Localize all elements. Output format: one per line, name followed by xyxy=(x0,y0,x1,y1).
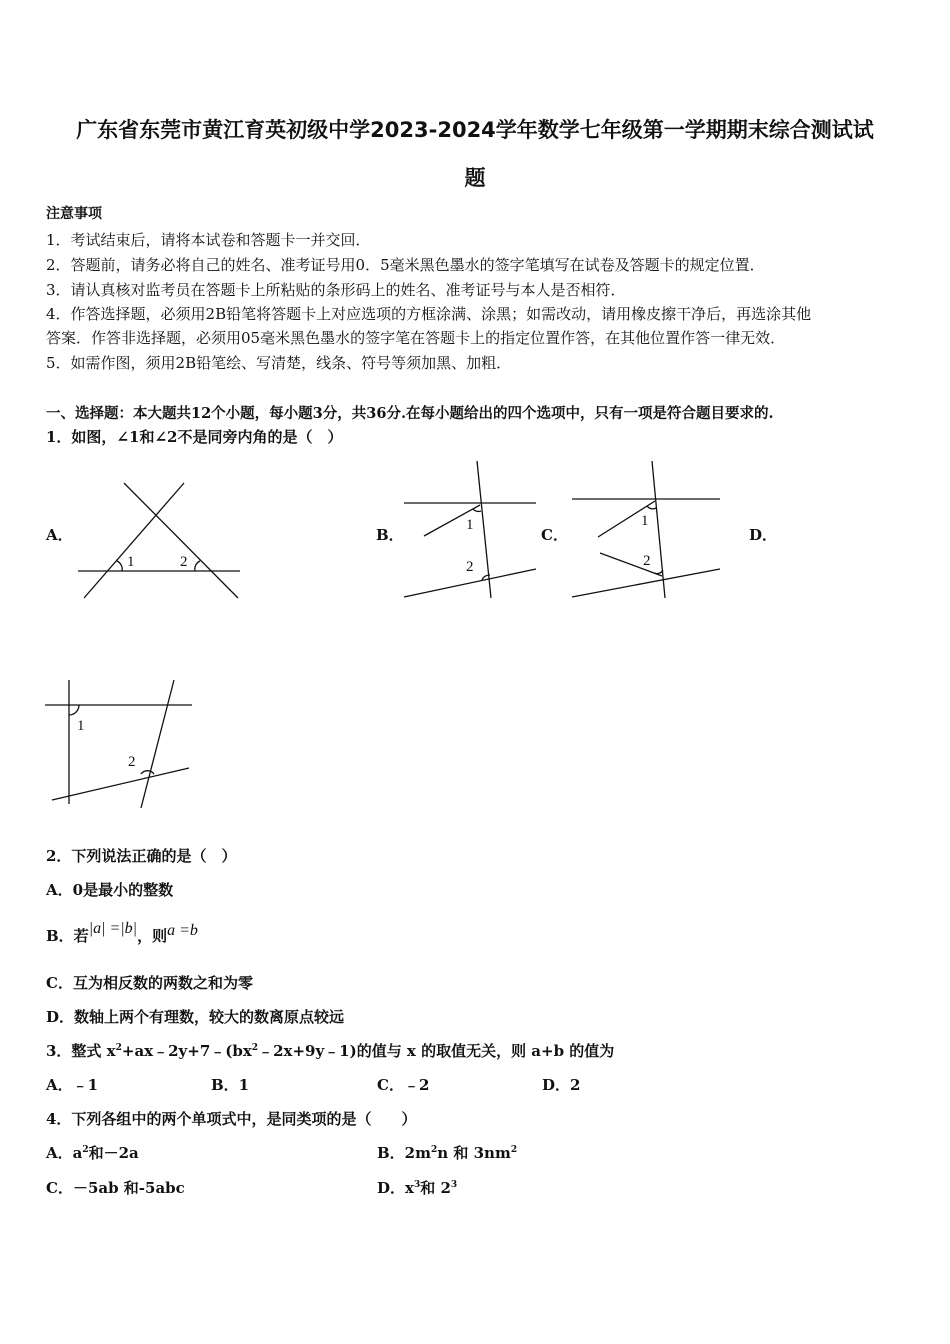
fig-b-angle-1-arc xyxy=(473,509,481,512)
q3-exponent-1: 2 xyxy=(115,1043,122,1053)
q2-option-b-prefix: B．若 xyxy=(46,927,89,945)
notice-heading: 注意事项 xyxy=(46,206,102,222)
notice-item-2: 2．答题前，请务必将自己的姓名、准考证号用0．5毫米黑色墨水的签字笔填写在试卷及答题卡的规定位置． xyxy=(46,256,765,274)
q3-stem-part-1: 3．整式 x xyxy=(46,1042,116,1060)
q3-option-b: B．1 xyxy=(211,1076,250,1094)
q2-option-b-abs: |a| =|b| xyxy=(88,920,138,937)
fig-a-angle-2-label: 2 xyxy=(180,554,188,570)
q2-option-b xyxy=(46,917,198,945)
q3-option-c: C．﹣2 xyxy=(377,1076,430,1094)
q1-option-a-label: A． xyxy=(46,526,73,544)
q2-option-b-mid: ，则 xyxy=(137,927,168,945)
fig-d-angle-2-label: 2 xyxy=(128,754,136,770)
q4-option-a-rest: 和－2a xyxy=(88,1144,139,1162)
q3-option-d: D．2 xyxy=(542,1076,581,1094)
fig-d-angle-2-arc xyxy=(141,771,154,774)
q2-option-b-equation: a =b xyxy=(167,922,198,939)
q4-stem: 4．下列各组中的两个单项式中，是同类项的是（ ） xyxy=(46,1110,417,1128)
page-title-continued: 题 xyxy=(464,166,486,190)
q3-exponent-2: 2 xyxy=(251,1043,259,1053)
q2-option-d: D．数轴上两个有理数，较大的数离原点较远 xyxy=(46,1008,345,1026)
fig-c-transversal xyxy=(652,461,665,598)
q4-option-d-exponent-2: 3 xyxy=(450,1180,458,1190)
notice-item-5: 5．如需作图，须用2B铅笔绘、写清楚，线条、符号等须加黑、加粗． xyxy=(46,354,512,372)
fig-a-angle-2-arc xyxy=(195,561,200,571)
q3-option-a: A．﹣1 xyxy=(46,1076,99,1094)
fig-a-right-transversal xyxy=(124,483,238,598)
q4-option-d xyxy=(377,1177,457,1198)
q1-option-d-label: D． xyxy=(749,526,778,544)
q1-figure-b xyxy=(400,458,540,600)
fig-c-bottom-line xyxy=(572,569,720,597)
q1-option-c-label: C． xyxy=(541,526,568,544)
q4-option-d-rest: 和 2 xyxy=(420,1179,451,1197)
q1-option-b-label: B． xyxy=(376,526,404,544)
q4-option-b xyxy=(377,1142,517,1163)
q3-stem-part-3: ﹣2x+9y﹣1)的值与 x 的取值无关，则 a+b 的值为 xyxy=(258,1042,615,1060)
fig-c-angle-2-arc xyxy=(654,570,663,574)
q1-figure-a xyxy=(72,478,244,602)
notice-item-1: 1．考试结束后，请将本试卷和答题卡一并交回． xyxy=(46,231,371,249)
q4-option-b-rest: n 和 3nm xyxy=(437,1144,511,1162)
q4-option-d-exponent-1: 3 xyxy=(413,1180,421,1190)
q2-option-a: A．0是最小的整数 xyxy=(46,881,174,899)
q4-option-a-base: A．a xyxy=(46,1144,83,1162)
q3-stem xyxy=(46,1040,614,1061)
fig-a-angle-1-label: 1 xyxy=(127,554,135,570)
fig-b-angle-1-label: 1 xyxy=(466,517,474,533)
q4-option-c: C．－5ab 和-5abc xyxy=(46,1179,185,1197)
fig-b-angle-2-label: 2 xyxy=(466,559,474,575)
notice-item-4-continued: 答案．作答非选择题，必须用05毫米黑色墨水的签字笔在答题卡上的指定位置作答，在其他位置作答一律无效． xyxy=(46,329,786,347)
notice-item-4: 4．作答选择题，必须用2B铅笔将答题卡上对应选项的方框涂满、涂黑；如需改动，请用橡皮擦干净后，再选涂其他 xyxy=(46,305,812,323)
fig-a-angle-1-arc xyxy=(117,561,122,571)
fig-c-angle-1-arc xyxy=(647,506,656,509)
q2-stem: 2．下列说法正确的是（ ） xyxy=(46,847,237,865)
fig-d-bottom-line xyxy=(52,768,189,800)
q4-option-b-base: B．2m xyxy=(377,1144,431,1162)
fig-a-left-transversal xyxy=(84,483,184,598)
notice-item-3: 3．请认真核对监考员在答题卡上所粘贴的条形码上的姓名、准考证号与本人是否相符． xyxy=(46,281,626,299)
page-title: 广东省东莞市黄江育英初级中学2023-2024学年数学七年级第一学期期末综合测试试 xyxy=(76,118,874,142)
q2-option-c: C．互为相反数的两数之和为零 xyxy=(46,974,253,992)
q4-option-b-exponent-1: 2 xyxy=(431,1145,438,1155)
q1-stem: 1．如图，∠1和∠2不是同旁内角的是（ ） xyxy=(46,428,343,446)
q4-option-a xyxy=(46,1142,139,1163)
q1-figure-d xyxy=(44,678,194,810)
q4-option-a-exponent: 2 xyxy=(82,1145,89,1155)
fig-d-transversal xyxy=(141,680,174,808)
fig-d-angle-1-label: 1 xyxy=(77,718,85,734)
fig-d-angle-1-arc xyxy=(69,705,79,715)
q4-option-b-exponent-2: 2 xyxy=(510,1145,518,1155)
q1-figure-c xyxy=(568,458,724,600)
section-heading: 一、选择题：本大题共12个小题，每小题3分，共36分.在每小题给出的四个选项中，只有一项是符合题目要求的. xyxy=(46,405,774,422)
fig-c-angle-1-label: 1 xyxy=(641,513,649,529)
fig-c-lower-ray xyxy=(600,553,662,576)
q4-option-d-base: D．x xyxy=(377,1179,414,1197)
fig-c-angle-2-label: 2 xyxy=(643,553,651,569)
q3-stem-part-2: +ax﹣2y+7﹣(bx xyxy=(121,1042,252,1060)
